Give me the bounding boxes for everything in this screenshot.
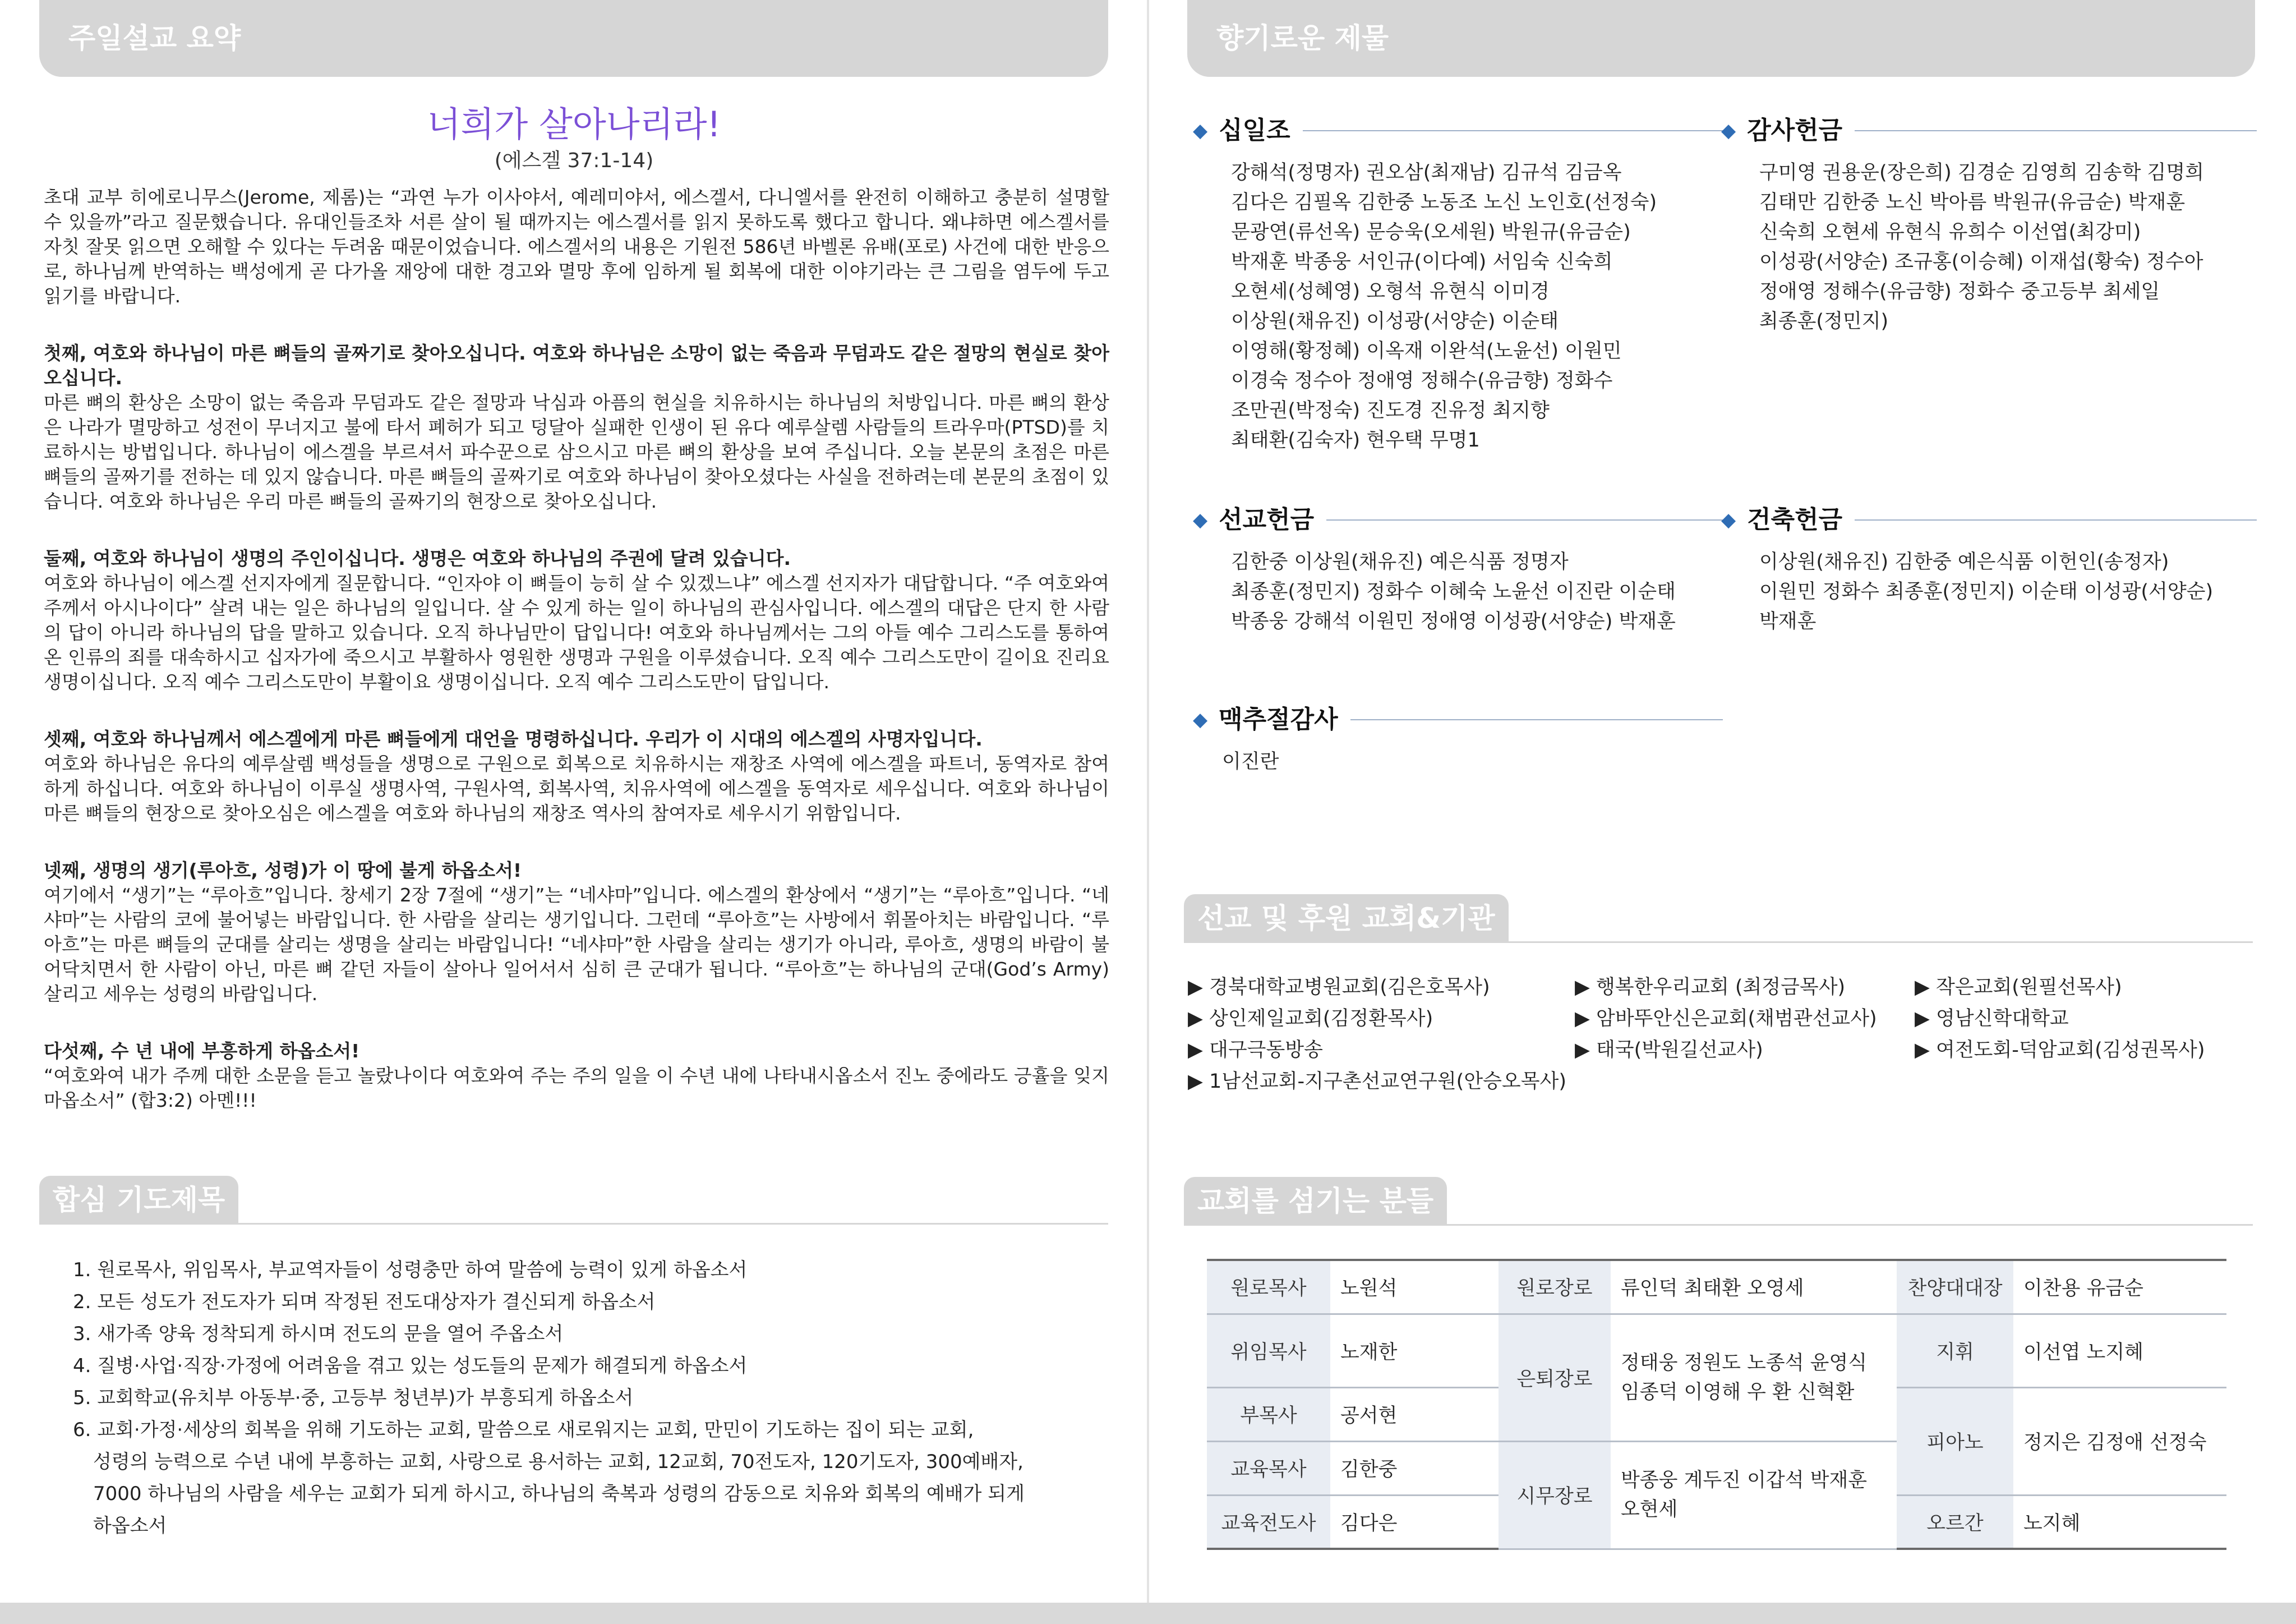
offering-building [1721, 502, 2257, 637]
staff-header: 교회를 섬기는 분들 [1184, 1177, 1447, 1225]
prayer-item-3: 3. 새가족 양육 정착되게 하시며 전도의 문을 열어 주옵소서 [73, 1323, 564, 1345]
name-line: 김한중 이상원(채유진) 예은식품 정명자 [1231, 551, 1569, 573]
offering-title: 십일조 [1219, 116, 1290, 145]
missions-list [1188, 972, 2253, 1097]
prayer-item-6: 6. 교회·가정·세상의 회복을 위해 기도하는 교회, 말씀으로 새로워지는 교회, 만민이 기도하는 집이 되는 교회, [73, 1419, 974, 1441]
mission-entry: ▶ 행복한우리교회 (최정금목사) [1575, 976, 1846, 999]
staff-name: 노원석 [1330, 1260, 1499, 1314]
sermon-point-3-body: 여호와 하나님은 유다의 예루살렘 백성들을 생명으로 구원으로 회복으로 치유하시는 재창조 사역에 에스겔을 파트너, 동역자로 참여하게 하십니다. 여호와 하나님이 이루실 생명사역, 구원사역, 회복사역, 치유사역에 에스겔을 동역자로 세우십니다. 여호와 하나님이 마른 뼈들의 현장으로 찾아오심은 에스겔을 여호와 하나님의 재창조 역사의 참여자로 세우시기 위함입니다. [44, 753, 1109, 824]
prayer-item-6-line-4: 하옵소서 [93, 1515, 167, 1537]
offering-title: 감사헌금 [1747, 116, 1843, 145]
offering-title: 선교헌금 [1219, 505, 1315, 534]
right-page [1148, 0, 2296, 1624]
bottom-band [0, 1603, 2296, 1624]
name-line: 정애영 정해수(유금향) 정화수 중고등부 최세일 [1759, 280, 2160, 303]
name-line: 최종훈(정민지) [1759, 310, 1889, 333]
prayer-list [73, 1254, 1082, 1542]
missions-header: 선교 및 후원 교회&기관 [1184, 894, 1509, 942]
staff-name: 류인덕 최태환 오영세 [1611, 1260, 1897, 1314]
staff-role: 부목사 [1207, 1387, 1330, 1441]
sermon-point-3-heading: 셋째, 여호와 하나님께서 에스겔에게 마른 뼈들에게 대언을 명령하십니다. 우리가 이 시대의 에스겔의 사명자입니다. [44, 728, 983, 750]
name-line: 이진란 [1222, 751, 1279, 773]
name-line: 박재훈 박종웅 서인규(이다예) 서임숙 신숙희 [1231, 251, 1613, 273]
mission-entry: ▶ 경북대학교병원교회(김은호목사) [1188, 976, 1490, 999]
name-line: 박종웅 강해석 이원민 정애영 이성광(서양순) 박재훈 [1231, 610, 1676, 633]
staff-role: 피아노 [1897, 1387, 2013, 1495]
name-line: 오현세(성혜영) 오형석 유현식 이미경 [1231, 280, 1550, 303]
staff-role: 교육목사 [1207, 1441, 1330, 1495]
staff-name: 김다은 [1330, 1495, 1499, 1549]
name-line: 이상원(채유진) 이성광(서양순) 이순태 [1231, 310, 1559, 333]
sermon-point-5-heading: 다섯째, 수 년 내에 부흥하게 하옵소서! [44, 1040, 360, 1062]
diamond-bullet-icon: ◆ [1193, 509, 1208, 531]
staff-role: 오르간 [1897, 1495, 2013, 1549]
sermon-summary-header: 주일설교 요약 [39, 0, 1108, 77]
missions-row [1188, 1066, 2253, 1097]
staff-role: 원로장로 [1499, 1260, 1611, 1314]
staff-role: 시무장로 [1499, 1441, 1611, 1549]
offering-names [1193, 158, 1723, 456]
staff-name: 이선엽 노지혜 [2013, 1314, 2226, 1387]
missions-row [1188, 1003, 2253, 1034]
name-line: 이경숙 정수아 정애영 정해수(유금향) 정화수 [1231, 370, 1613, 392]
sermon-body [44, 185, 1109, 1113]
offering-harvest [1193, 701, 1723, 777]
staff-role: 찬양대대장 [1897, 1260, 2013, 1314]
diamond-bullet-icon: ◆ [1193, 709, 1208, 731]
title-rule [1326, 519, 1723, 521]
offering-tithe [1193, 112, 1723, 456]
prayer-header-rule [39, 1223, 1108, 1225]
diamond-bullet-icon: ◆ [1721, 509, 1736, 531]
offering-mission [1193, 502, 1723, 637]
name-line: 신숙희 오현세 유현식 유희수 이선엽(최강미) [1759, 221, 2141, 243]
sermon-point-2-heading: 둘째, 여호와 하나님이 생명의 주인이십니다. 생명은 여호와 하나님의 주권에 달려 있습니다. [44, 548, 791, 569]
sermon-scripture-ref: (에스겔 37:1-14) [494, 149, 654, 172]
name-line: 최태환(김숙자) 현우택 무명1 [1231, 429, 1480, 452]
name-line: 김다은 김필옥 김한중 노동조 노신 노인호(선정숙) [1231, 191, 1657, 214]
staff-name: 정지은 김정애 선정숙 [2013, 1387, 2226, 1495]
sermon-point-2-body: 여호와 하나님이 에스겔 선지자에게 질문합니다. “인자야 이 뼈들이 능히 살 수 있겠느냐” 에스겔 선지자가 대답합니다. “주 여호와여 주께서 아시나이다” 살려 내는 일은 하나님의 일입니다. 살 수 있게 하는 일이 하나님의 관심사입니다. 에스겔의 대답은 단지 한 사람의 답이 아니라 하나님의 답을 말하고 있습니다. 오직 하나님만이 답입니다! 여호와 하나님께서는 그의 아들 예수 그리스도를 통하여 온 인류의 죄를 대속하시고 십자가에 죽으시고 부활하사 영원한 생명과 구원을 이루셨습니다. 오직 예수 그리스도만이 길이요 진리요 생명이십니다. 오직 예수 그리스도만이 부활이요 생명이십니다. 오직 예수 그리스도만이 답입니다. [44, 572, 1109, 693]
staff-name: 노재한 [1330, 1314, 1499, 1387]
staff-header-rule [1184, 1224, 2253, 1226]
title-rule [1855, 130, 2257, 131]
name-line: 강해석(정명자) 권오삼(최재남) 김규석 김금옥 [1231, 162, 1622, 184]
mission-entry: ▶ 대구극동방송 [1188, 1039, 1323, 1061]
name-line: 이상원(채유진) 김한중 예은식품 이헌인(송정자) [1759, 551, 2169, 573]
staff-name: 노지혜 [2013, 1495, 2226, 1549]
title-rule [1350, 719, 1723, 720]
offering-thanks [1721, 112, 2257, 337]
mission-entry: ▶ 상인제일교회(김정환목사) [1188, 1007, 1433, 1030]
mission-entry: ▶ 영남신학대학교 [1915, 1007, 2069, 1030]
prayer-item-6-line-2: 성령의 능력으로 수년 내에 부흥하는 교회, 사랑으로 용서하는 교회, 12교회, 70전도자, 120기도자, 300예배자, [93, 1451, 1023, 1473]
sermon-point-1-heading: 첫째, 여호와 하나님이 마른 뼈들의 골짜기로 찾아오십니다. 여호와 하나님은 소망이 없는 죽음과 무덤과도 같은 절망의 현실로 찾아오십니다. [44, 342, 1109, 389]
title-rule [1303, 130, 1723, 131]
staff-name: 박종웅 계두진 이갑석 박재훈 오현세 [1611, 1441, 1897, 1549]
staff-role: 교육전도사 [1207, 1495, 1330, 1549]
prayer-header: 합심 기도제목 [39, 1176, 238, 1224]
mission-entry: ▶ 암바뚜안신은교회(채범관선교사) [1575, 1007, 1877, 1030]
sermon-point-1-body: 마른 뼈의 환상은 소망이 없는 죽음과 무덤과도 같은 절망과 낙심과 아픔의 현실을 치유하시는 하나님의 처방입니다. 마른 뼈의 환상은 나라가 멸망하고 성전이 무너지고 불에 타서 폐허가 되고 덩달아 실패한 인생이 된 유다 예루살렘 사람들의 트라우마(PTSD)를 치료하시는 방법입니다. 하나님이 에스겔을 부르셔서 파수꾼으로 삼으시고 마른 뼈의 환상을 보여 주십니다. 오늘 본문의 초점은 마른 뼈들의 골짜기를 전하는 데 있지 않습니다. 마른 뼈들의 골짜기로 여호와 하나님이 찾아오셨다는 사실을 전하려는데 본문의 초점이 있습니다. 여호와 하나님은 우리 마른 뼈들의 골짜기의 현장으로 찾아오십니다. [44, 392, 1109, 512]
name-line: 최종훈(정민지) 정화수 이혜숙 노윤선 이진란 이순태 [1231, 581, 1676, 603]
name-line: 조만권(박정숙) 진도경 진유정 최지향 [1231, 399, 1550, 422]
staff-role: 은퇴장로 [1499, 1314, 1611, 1441]
sermon-title: 너희가 살아나리라! [427, 104, 721, 145]
name-line: 문광연(류선옥) 문승욱(오세원) 박원규(유금순) [1231, 221, 1631, 243]
staff-role: 원로목사 [1207, 1260, 1330, 1314]
prayer-item-5: 5. 교회학교(유치부 아동부·중, 고등부 청년부)가 부흥되게 하옵소서 [73, 1387, 634, 1409]
sermon-point-4-heading: 넷째, 생명의 생기(루아흐, 성령)가 이 땅에 불게 하옵소서! [44, 859, 522, 881]
title-rule [1855, 519, 2257, 521]
name-line: 구미영 권용운(장은희) 김경순 김영희 김송학 김명희 [1759, 162, 2204, 184]
prayer-item-2: 2. 모든 성도가 전도자가 되며 작정된 전도대상자가 결신되게 하옵소서 [73, 1291, 656, 1313]
sermon-point-4-body: 여기에서 “생기”는 “루아흐”입니다. 창세기 2장 7절에 “생기”는 “네샤마”입니다. 에스겔의 환상에서 “생기”는 “루아흐”입니다. “네샤마”는 사람의 코에 불어넣는 바람입니다. 한 사람을 살리는 생기입니다. 그런데 “루아흐”는 사방에서 휘몰아치는 바람입니다. “루아흐”는 마른 뼈들의 군대를 살리는 생명을 살리는 바람입니다! “네샤마”한 사람을 살리는 생기가 아니라, 루아흐, 생명의 바람이 불어닥치면서 한 사람이 아닌, 마른 뼈 같던 자들이 살아나 일어서서 심히 큰 군대가 됩니다. “루아흐”는 하나님의 군대(God’s Army) 살리고 세우는 성령의 바람입니다. [44, 884, 1109, 1005]
offerings-header: 향기로운 제물 [1187, 0, 2255, 77]
prayer-item-1: 1. 원로목사, 위임목사, 부교역자들이 성령충만 하여 말씀에 능력이 있게 하옵소서 [73, 1259, 748, 1281]
missions-row [1188, 972, 2253, 1003]
sermon-intro: 초대 교부 히에로니무스(Jerome, 제롬)는 “과연 누가 이사야서, 예레미야서, 에스겔서, 다니엘서를 완전히 이해하고 충분히 설명할 수 있을까”라고 질문했습니다. 유대인들조차 서른 살이 될 때까지는 에스겔서를 읽지 못하도록 했다고 합니다. 왜냐하면 에스겔서를 자칫 잘못 읽으면 오해할 수 있다는 두려움 때문이었습니다. 에스겔서의 내용은 기원전 586년 바벨론 유배(포로) 사건에 대한 반응으로, 하나님께 반역하는 백성에게 곧 다가올 재앙에 대한 경고와 멸망 후에 임하게 될 회복에 대한 이야기라는 큰 그림을 염두에 두고 읽기를 바랍니다. [44, 186, 1109, 307]
missions-row [1188, 1034, 2253, 1066]
offering-names [1721, 548, 2257, 637]
name-line: 이영해(황정혜) 이옥재 이완석(노윤선) 이원민 [1231, 340, 1622, 362]
offering-names [1193, 747, 1723, 777]
missions-header-rule [1184, 941, 2253, 943]
mission-entry: ▶ 작은교회(원필선목사) [1915, 976, 2122, 999]
offering-title: 맥추절감사 [1219, 705, 1338, 734]
name-line: 박재훈 [1759, 610, 1816, 633]
mission-entry: ▶ 여전도회-덕암교회(김성권목사) [1915, 1039, 2205, 1061]
offering-title: 건축헌금 [1747, 505, 1843, 534]
staff-role: 위임목사 [1207, 1314, 1330, 1387]
staff-name: 김한중 [1330, 1441, 1499, 1495]
mission-entry: ▶ 태국(박원길선교사) [1575, 1039, 1763, 1061]
staff-name: 공서현 [1330, 1387, 1499, 1441]
offering-names [1721, 158, 2257, 337]
diamond-bullet-icon: ◆ [1721, 119, 1736, 142]
name-line: 이원민 정화수 최종훈(정민지) 이순태 이성광(서양순) [1759, 581, 2214, 603]
staff-role: 지휘 [1897, 1314, 2013, 1387]
offering-names [1193, 548, 1723, 637]
staff-name: 정태웅 정원도 노종석 윤영식 임종덕 이영해 우 환 신혁환 [1611, 1314, 1897, 1441]
name-line: 이성광(서양순) 조규홍(이승혜) 이재섭(황숙) 정수아 [1759, 251, 2203, 273]
staff-name: 이찬용 유금순 [2013, 1260, 2226, 1314]
prayer-item-4: 4. 질병·사업·직장·가정에 어려움을 겪고 있는 성도들의 문제가 해결되게 하옵소서 [73, 1355, 748, 1377]
prayer-item-6-line-3: 7000 하나님의 사람을 세우는 교회가 되게 하시고, 하나님의 축복과 성령의 감동으로 치유와 회복의 예배가 되게 [93, 1483, 1025, 1505]
sermon-point-5-body: “여호와여 내가 주께 대한 소문을 듣고 놀랐나이다 여호와여 주는 주의 일을 이 수년 내에 나타내시옵소서 진노 중에라도 긍휼을 잊지 마옵소서” (합3:2) 아멘!!! [44, 1065, 1109, 1111]
name-line: 김태만 김한중 노신 박아름 박원규(유금순) 박재훈 [1759, 191, 2186, 214]
mission-entry: ▶ 1남선교회-지구촌선교연구원(안승오목사) [1188, 1070, 1567, 1093]
staff-table [1207, 1259, 2226, 1550]
diamond-bullet-icon: ◆ [1193, 119, 1208, 142]
